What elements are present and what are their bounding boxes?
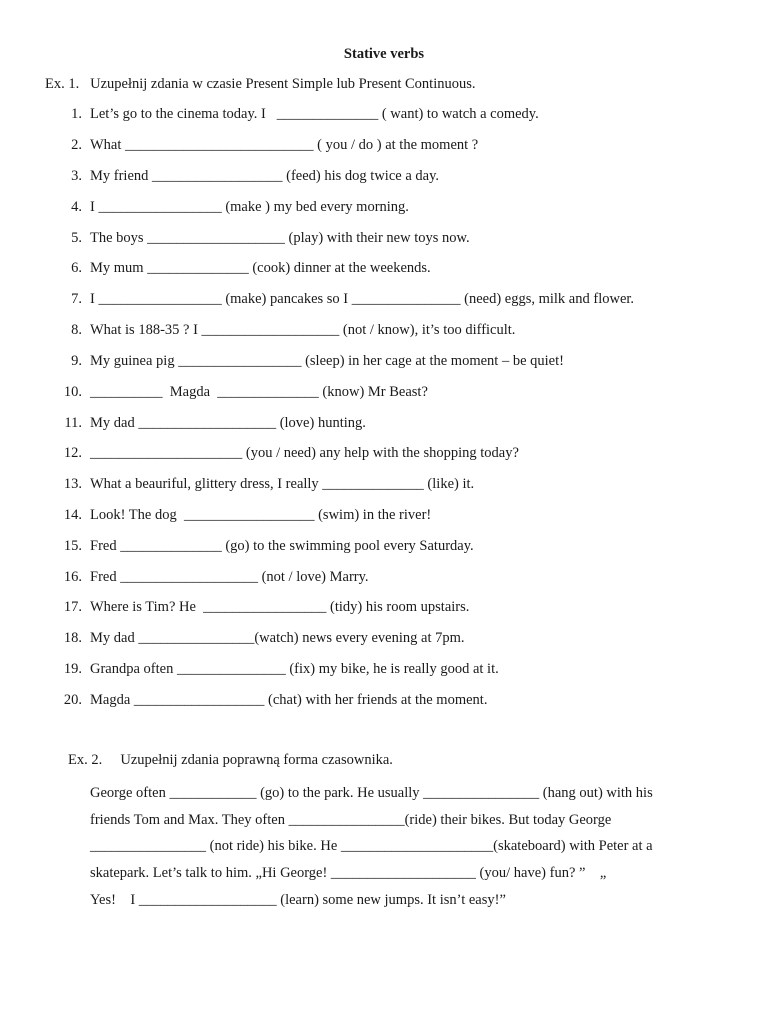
item-number: 12. bbox=[63, 445, 82, 461]
item-text: Let’s go to the cinema today. I ______________ ( want) to watch a comedy. bbox=[90, 106, 539, 122]
item-text: _____________________ (you / need) any help with the shopping today? bbox=[90, 445, 519, 461]
item-text: I _________________ (make ) my bed every morning. bbox=[90, 199, 409, 215]
item-number: 6. bbox=[71, 260, 82, 276]
item-text: What is 188-35 ? I ___________________ (not / know), it’s too difficult. bbox=[90, 322, 516, 338]
item-text: __________ Magda ______________ (know) Mr Beast? bbox=[90, 384, 428, 400]
item-number: 15. bbox=[63, 538, 82, 554]
item-number: 3. bbox=[71, 168, 82, 184]
item-text: My dad ________________(watch) news every evening at 7pm. bbox=[90, 630, 465, 646]
item-text: Magda __________________ (chat) with her friends at the moment. bbox=[90, 692, 488, 708]
item-number: 18. bbox=[63, 630, 82, 646]
item-number: 14. bbox=[63, 507, 82, 523]
item-number: 1. bbox=[71, 106, 82, 122]
worksheet-title: Stative verbs bbox=[343, 46, 425, 62]
item-text: Fred ______________ (go) to the swimming pool every Saturday. bbox=[90, 538, 474, 554]
item-text: I _________________ (make) pancakes so I _______________ (need) eggs, milk and flower. bbox=[90, 291, 635, 307]
item-number: 13. bbox=[63, 476, 82, 492]
item-number: 19. bbox=[63, 661, 82, 677]
item-number: 20. bbox=[63, 692, 82, 708]
item-text: Grandpa often _______________ (fix) my bike, he is really good at it. bbox=[90, 661, 499, 677]
item-number: 8. bbox=[71, 322, 82, 338]
item-text: Where is Tim? He _________________ (tidy) his room upstairs. bbox=[90, 599, 470, 615]
item-number: 7. bbox=[71, 291, 82, 307]
item-text: My dad ___________________ (love) hunting. bbox=[90, 415, 366, 431]
exercise-2-heading: Ex. 2. Uzupełnij zdania poprawną forma czasownika. bbox=[68, 752, 393, 768]
item-text: My guinea pig _________________ (sleep) in her cage at the moment – be quiet! bbox=[90, 353, 564, 369]
item-number: 16. bbox=[63, 569, 82, 585]
item-text: Look! The dog __________________ (swim) in the river! bbox=[90, 507, 432, 523]
item-number: 11. bbox=[64, 415, 82, 431]
item-number: 4. bbox=[71, 199, 82, 215]
item-text: What __________________________ ( you / do ) at the moment ? bbox=[90, 137, 479, 153]
item-number: 17. bbox=[63, 599, 82, 615]
exercise-1-heading: Ex. 1. Uzupełnij zdania w czasie Present Simple lub Present Continuous. bbox=[45, 76, 476, 92]
item-number: 2. bbox=[71, 137, 82, 153]
paragraph-line: ________________ (not ride) his bike. He _____________________(skateboard) with Peter at a bbox=[90, 838, 653, 854]
item-number: 10. bbox=[63, 384, 82, 400]
paragraph-line: George often ____________ (go) to the park. He usually ________________ (hang out) with his bbox=[90, 785, 653, 801]
item-text: My friend __________________ (feed) his dog twice a day. bbox=[90, 168, 439, 184]
item-text: The boys ___________________ (play) with their new toys now. bbox=[90, 230, 470, 246]
item-text: What a beauriful, glittery dress, I really ______________ (like) it. bbox=[90, 476, 475, 492]
item-text: My mum ______________ (cook) dinner at the weekends. bbox=[90, 260, 431, 276]
paragraph-line: friends Tom and Max. They often ________________(ride) their bikes. But today George bbox=[90, 812, 612, 828]
item-text: Fred ___________________ (not / love) Marry. bbox=[90, 569, 369, 585]
item-number: 5. bbox=[71, 230, 82, 246]
paragraph-line: skatepark. Let’s talk to him. „Hi George! ____________________ (you/ have) fun? ” „ bbox=[90, 865, 607, 881]
paragraph-line: Yes! I ___________________ (learn) some new jumps. It isn’t easy!” bbox=[90, 892, 506, 908]
item-number: 9. bbox=[71, 353, 82, 369]
